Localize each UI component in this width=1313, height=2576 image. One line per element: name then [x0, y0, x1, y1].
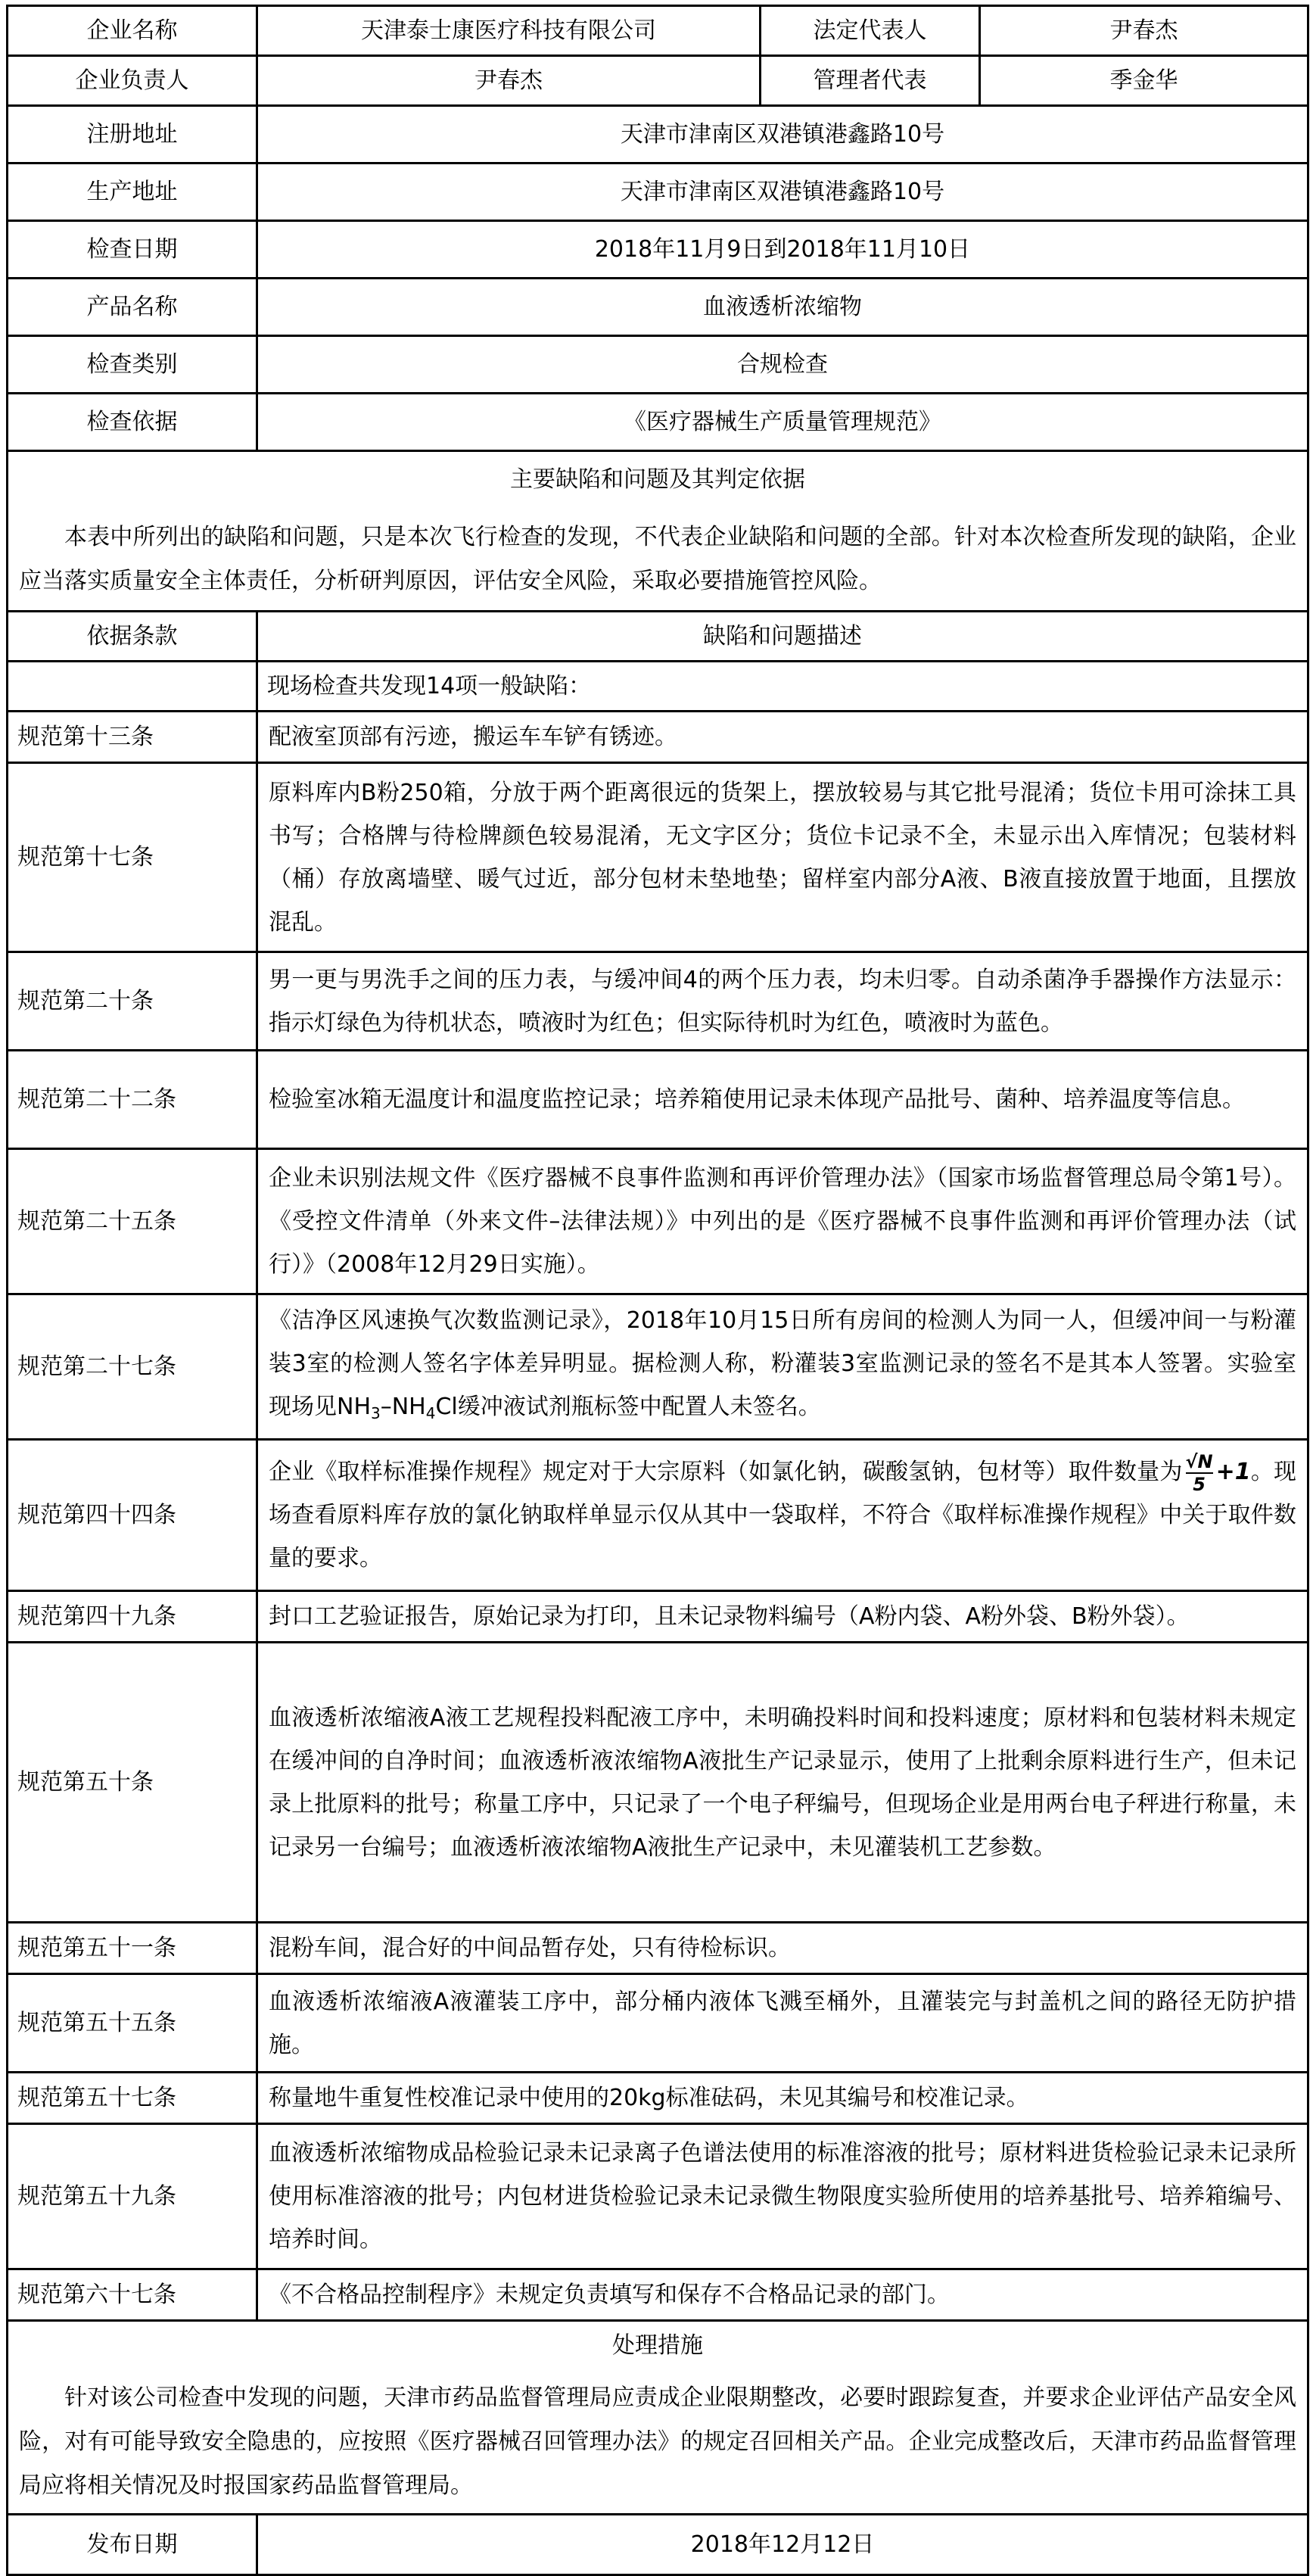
defect-clause: 规范第十七条: [8, 763, 257, 952]
subscript: 4: [425, 1403, 436, 1422]
defect-clause: 规范第六十七条: [8, 2269, 257, 2321]
reg-addr-label: 注册地址: [8, 106, 257, 164]
reg-addr-value: 天津市津南区双港镇港鑫路10号: [257, 106, 1308, 164]
measures-text: 针对该公司检查中发现的问题，天津市药品监督管理局应责成企业限期整改，必要时跟踪复查，并要求企业评估产品安全风险，对有可能导致安全隐患的，应按照《医疗器械召回管理办法》的规定召回相关产品。企业完成整改后，天津市药品监督管理局应将相关情况及时报国家药品监督管理局。: [8, 2371, 1308, 2515]
product-label: 产品名称: [8, 279, 257, 336]
row-release: [8, 2515, 1308, 2575]
defect-desc: 检验室冰箱无温度计和温度监控记录；培养箱使用记录未体现产品批号、菌种、培养温度等信息。: [257, 1051, 1308, 1149]
defect-desc: 称量地牛重复性校准记录中使用的20kg标准砝码，未见其编号和校准记录。: [257, 2073, 1308, 2124]
table-row: [8, 1591, 1308, 1643]
defect-desc: 《不合格品控制程序》未规定负责填写和保存不合格品记录的部门。: [257, 2269, 1308, 2321]
release-value: 2018年12月12日: [257, 2515, 1308, 2575]
date-value: 2018年11月9日到2018年11月10日: [257, 221, 1308, 279]
table-row: [8, 2124, 1308, 2269]
row-column-headers: [8, 612, 1308, 662]
defect-desc: 血液透析浓缩物成品检验记录未记录离子色谱法使用的标准溶液的批号；原材料进货检验记录未记录所使用标准溶液的批号；内包材进货检验记录未记录微生物限度实验所使用的培养基批号、培养箱编号、培养时间。: [257, 2124, 1308, 2269]
measures-heading: 处理措施: [8, 2321, 1308, 2371]
table-row: [8, 712, 1308, 763]
defect-desc: 混粉车间，混合好的中间品暂存处，只有待检标识。: [257, 1923, 1308, 1974]
inspection-table: [6, 5, 1309, 2576]
defect-clause: 规范第四十九条: [8, 1591, 257, 1643]
defect-desc-part: 企业《取样标准操作规程》规定对于大宗原料（如氯化钠，碳酸氢钠，包材等）取件数量为: [269, 1459, 1183, 1485]
defect-desc-part: 。现场查看原料库存放的氯化钠取样单显示仅从其中一袋取样，不符合《取样标准操作规程》中关于取件数量的要求。: [269, 1459, 1297, 1571]
row-principal: [8, 56, 1308, 106]
type-label: 检查类别: [8, 336, 257, 394]
defect-desc: 原料库内B粉250箱，分放于两个距离很远的货架上，摆放较易与其它批号混淆；货位卡用可涂抹工具书写；合格牌与待检牌颜色较易混淆，无文字区分；货位卡记录不全，未显示出入库情况；包装材料（桶）存放离墙壁、暖气过近，部分包材未垫地垫；留样室内部分A液、B液直接放置于地面，且摆放混乱。: [257, 763, 1308, 952]
formula-plus-one: +1: [1215, 1459, 1251, 1485]
company-value: 天津泰士康医疗科技有限公司: [257, 6, 761, 56]
table-row: [8, 2269, 1308, 2321]
defect-clause: 规范第五十条: [8, 1643, 257, 1923]
mgmt-rep-label: 管理者代表: [761, 56, 980, 106]
prod-addr-label: 生产地址: [8, 164, 257, 221]
row-defects-intro: [8, 509, 1308, 612]
sampling-formula: [1185, 1450, 1213, 1495]
subscript: 3: [371, 1403, 381, 1422]
row-type: [8, 336, 1308, 394]
prod-addr-value: 天津市津南区双港镇港鑫路10号: [257, 164, 1308, 221]
row-reg-addr: [8, 106, 1308, 164]
defect-desc: [257, 1294, 1308, 1440]
defect-desc-part: –NH: [380, 1393, 426, 1420]
col-clause-header: 依据条款: [8, 612, 257, 662]
mgmt-rep-value: 季金华: [980, 56, 1308, 106]
table-row: [8, 1294, 1308, 1440]
row-measures-text: [8, 2371, 1308, 2515]
company-label: 企业名称: [8, 6, 257, 56]
table-row: [8, 1974, 1308, 2073]
defect-desc: 企业未识别法规文件《医疗器械不良事件监测和再评价管理办法》（国家市场监督管理总局令第1号）。《受控文件清单（外来文件–法律法规）》中列出的是《医疗器械不良事件监测和再评价管理办法（试行）》（2008年12月29日实施）。: [257, 1149, 1308, 1294]
table-row: [8, 1440, 1308, 1591]
inspection-report: [6, 5, 1309, 2576]
principal-value: 尹春杰: [257, 56, 761, 106]
defect-desc: 男一更与男洗手之间的压力表，与缓冲间4的两个压力表，均未归零。自动杀菌净手器操作方法显示：指示灯绿色为待机状态，喷液时为红色；但实际待机时为红色，喷液时为蓝色。: [257, 952, 1308, 1051]
formula-numerator: √N: [1185, 1450, 1213, 1472]
defects-intro: 本表中所列出的缺陷和问题，只是本次飞行检查的发现，不代表企业缺陷和问题的全部。针对本次检查所发现的缺陷，企业应当落实质量安全主体责任，分析研判原因，评估安全风险，采取必要措施管控风险。: [8, 509, 1308, 612]
row-prod-addr: [8, 164, 1308, 221]
row-product: [8, 279, 1308, 336]
col-desc-header: 缺陷和问题描述: [257, 612, 1308, 662]
defect-desc-part: Cl缓冲液试剂瓶标签中配置人未签名。: [435, 1393, 821, 1420]
principal-label: 企业负责人: [8, 56, 257, 106]
table-row: [8, 952, 1308, 1051]
defect-clause: 规范第二十五条: [8, 1149, 257, 1294]
defect-clause: 规范第二十七条: [8, 1294, 257, 1440]
defect-clause: 规范第五十五条: [8, 1974, 257, 2073]
defect-desc: 封口工艺验证报告，原始记录为打印，且未记录物料编号（A粉内袋、A粉外袋、B粉外袋）。: [257, 1591, 1308, 1643]
defect-clause: 规范第五十九条: [8, 2124, 257, 2269]
row-defects-heading: [8, 451, 1308, 509]
table-row: [8, 763, 1308, 952]
row-summary: [8, 662, 1308, 712]
defect-desc: 血液透析浓缩液A液灌装工序中，部分桶内液体飞溅至桶外，且灌装完与封盖机之间的路径无防护措施。: [257, 1974, 1308, 2073]
type-value: 合规检查: [257, 336, 1308, 394]
defect-desc: 配液室顶部有污迹，搬运车车铲有锈迹。: [257, 712, 1308, 763]
row-basis: [8, 394, 1308, 451]
defect-clause: 规范第二十条: [8, 952, 257, 1051]
table-row: [8, 1923, 1308, 1974]
defects-heading: 主要缺陷和问题及其判定依据: [8, 451, 1308, 509]
row-measures-heading: [8, 2321, 1308, 2371]
defects-summary: 现场检查共发现14项一般缺陷：: [257, 662, 1308, 712]
table-row: [8, 2073, 1308, 2124]
defect-clause: 规范第二十二条: [8, 1051, 257, 1149]
table-row: [8, 1149, 1308, 1294]
legal-rep-value: 尹春杰: [980, 6, 1308, 56]
date-label: 检查日期: [8, 221, 257, 279]
defect-clause: 规范第五十七条: [8, 2073, 257, 2124]
legal-rep-label: 法定代表人: [761, 6, 980, 56]
defect-desc: 血液透析浓缩液A液工艺规程投料配液工序中，未明确投料时间和投料速度；原材料和包装材料未规定在缓冲间的自净时间；血液透析液浓缩物A液批生产记录显示，使用了上批剩余原料进行生产，但未记录上批原料的批号；称量工序中，只记录了一个电子秤编号，但现场企业是用两台电子秤进行称量，未记录另一台编号；血液透析液浓缩物A液批生产记录中，未见灌装机工艺参数。: [257, 1643, 1308, 1923]
basis-value: 《医疗器械生产质量管理规范》: [257, 394, 1308, 451]
product-value: 血液透析浓缩物: [257, 279, 1308, 336]
defect-clause: 规范第十三条: [8, 712, 257, 763]
table-row: [8, 1643, 1308, 1923]
row-date: [8, 221, 1308, 279]
defect-clause: 规范第五十一条: [8, 1923, 257, 1974]
defect-desc-part: 《洁净区风速换气次数监测记录》，2018年10月15日所有房间的检测人为同一人，但缓冲间一与粉灌装3室的检测人签名字体差异明显。据检测人称，粉灌装3室监测记录的签名不是其本人签署。实验室现场见NH: [269, 1307, 1296, 1420]
summary-clause-empty: [8, 662, 257, 712]
release-label: 发布日期: [8, 2515, 257, 2575]
basis-label: 检查依据: [8, 394, 257, 451]
defect-clause: 规范第四十四条: [8, 1440, 257, 1591]
table-row: [8, 1051, 1308, 1149]
formula-denominator: 5: [1193, 1473, 1206, 1495]
defect-desc: [257, 1440, 1308, 1591]
row-company: [8, 6, 1308, 56]
